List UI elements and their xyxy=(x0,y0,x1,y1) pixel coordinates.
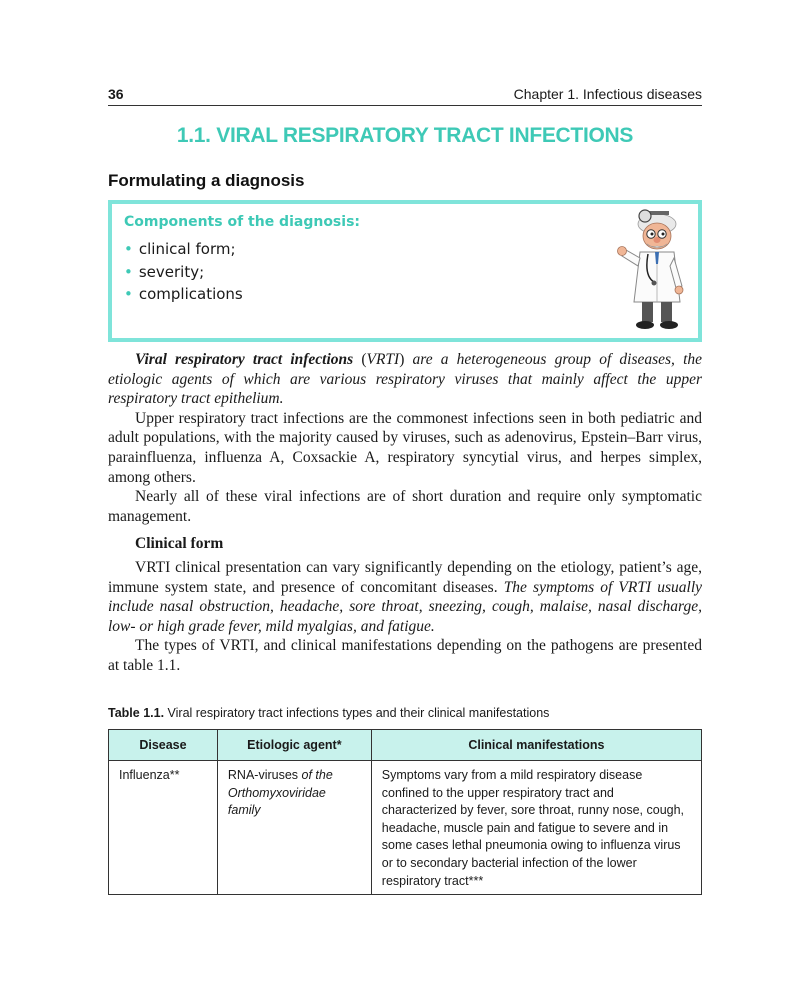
types-paragraph: The types of VRTI, and clinical manifestations depending on the pathogens are presented at table 1.1. xyxy=(108,637,702,674)
table-row xyxy=(109,761,702,895)
table-caption: Table 1.1. Viral respiratory tract infections types and their clinical manifestations xyxy=(108,706,550,720)
bullet-icon: • xyxy=(124,285,133,303)
subheading-formulating-diagnosis: Formulating a diagnosis xyxy=(108,171,305,190)
column-header-clinical-manifestations: Clinical manifestations xyxy=(371,730,701,761)
upper-infections-paragraph: Upper respiratory tract infections are the commonest infections seen in both pediatric and adult populations, with the majority caused by viruses, such as adenovirus, Epstein–Barr virus, parainfluenza, influenza A, Coxsackie A, respiratory syncytial virus, and herpes simplex, among others. xyxy=(108,409,702,486)
table-header-row xyxy=(109,730,702,761)
diagnosis-components-list xyxy=(124,238,243,306)
section-title: 1.1. VIRAL RESPIRATORY TRACT INFECTIONS xyxy=(176,124,634,147)
short-duration-paragraph: Nearly all of these viral infections are of short duration and require only symptomatic management. xyxy=(108,488,702,525)
intro-paragraph: Viral respiratory tract infections (VRTI) are a heterogeneous group of diseases, the etiologic agents of which are various respiratory viruses that mainly affect the upper respiratory tract epithelium. xyxy=(108,351,703,408)
column-header-etiologic-agent: Etiologic agent* xyxy=(217,730,371,761)
clinical-presentation-paragraph: VRTI clinical presentation can vary significantly depending on the etiology, patient’s age, immune system state, and presence of concomitant diseases. The symptoms of VRTI usually include nasal obstruction, headache, sore throat, sneezing, cough, malaise, nasal discharge, low- or high grade fever, mild myalgias, and fatigue. xyxy=(108,558,703,635)
diagnosis-components-box xyxy=(108,200,702,342)
cell-clinical-manifestations: Symptoms vary from a mild respiratory disease confined to the upper respiratory tract and characterized by fever, sore throat, runny nose, cough, headache, muscle pain and fatigue to severe and in some cases lethal pneumonia owing to influenza virus or to secondary bacterial infection of the lower respiratory tract*** xyxy=(371,761,701,895)
column-header-disease: Disease xyxy=(109,730,218,761)
bullet-icon: • xyxy=(124,262,133,281)
list-item: • complications xyxy=(124,285,243,303)
running-chapter-title: Chapter 1. Infectious diseases xyxy=(513,86,702,102)
clinical-form-heading: Clinical form xyxy=(135,535,224,553)
cell-disease: Influenza** xyxy=(109,761,218,895)
page-number: 36 xyxy=(108,86,124,102)
doctor-illustration-icon xyxy=(612,206,698,334)
vrti-types-table xyxy=(108,729,702,895)
page-header xyxy=(108,84,702,106)
cell-etiologic-agent: RNA-viruses of the Orthomyxoviridae family xyxy=(217,761,371,895)
diagnosis-box-title: Components of the diagnosis: xyxy=(124,214,360,230)
body-text xyxy=(108,350,702,676)
list-item: • clinical form; xyxy=(124,240,236,258)
bullet-icon: • xyxy=(124,240,133,258)
list-item: • severity; xyxy=(124,262,205,281)
